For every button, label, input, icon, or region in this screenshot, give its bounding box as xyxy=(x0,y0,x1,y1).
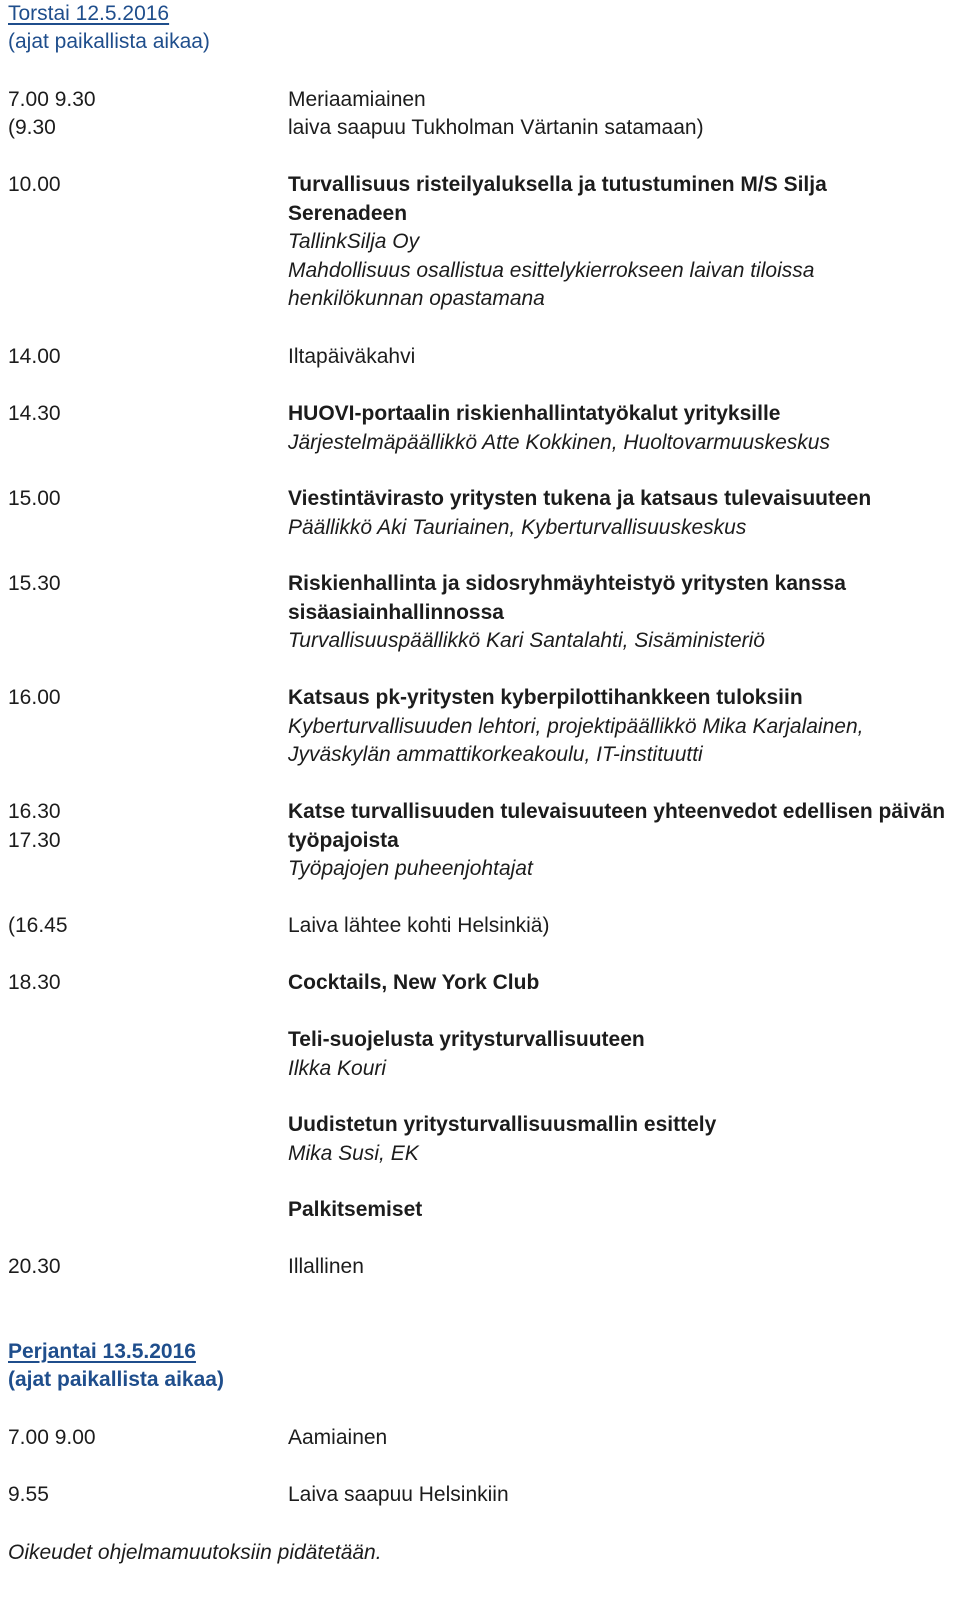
item-title: Turvallisuus risteilyaluksella ja tutustuminen M/S Silja xyxy=(288,173,827,196)
item-details xyxy=(288,343,948,372)
item-speaker: Työpajojen puheenjohtajat xyxy=(288,857,533,881)
item-time: (16.45 xyxy=(8,914,68,937)
item-time: 14.00 xyxy=(8,345,61,368)
item-details xyxy=(288,969,948,998)
item-time: 7.00 9.00 xyxy=(8,1426,96,1449)
item-speaker: Mahdollisuus osallistua esittelykierrokseen laivan tiloissa xyxy=(288,258,815,282)
item-time: 16.00 xyxy=(8,686,61,709)
day1-subtitle: (ajat paikallista aikaa) xyxy=(8,30,210,53)
item-speaker: Kyberturvallisuuden lehtori, projektipäällikkö Mika Karjalainen, xyxy=(288,714,864,738)
item-speaker: Mika Susi, EK xyxy=(288,1141,419,1165)
item-title: Viestintävirasto yritysten tukena ja katsaus tulevaisuuteen xyxy=(288,487,872,510)
item-title: HUOVI-portaalin riskienhallintatyökalut yrityksille xyxy=(288,402,781,425)
item-details xyxy=(288,1253,948,1282)
item-speaker: Turvallisuuspäällikkö Kari Santalahti, Sisäministeriö xyxy=(288,629,765,653)
item-details xyxy=(288,570,948,656)
item-text: Laiva saapuu Helsinkiin xyxy=(288,1483,509,1506)
item-details xyxy=(288,798,948,884)
item-time: 16.30 17.30 xyxy=(8,800,61,852)
item-time: 18.30 xyxy=(8,971,61,994)
item-title: Uudistetun yritysturvallisuusmallin esittely xyxy=(288,1113,717,1136)
item-title: Teli-suojelusta yritysturvallisuuteen xyxy=(288,1028,645,1051)
item-speaker: Järjestelmäpäällikkö Atte Kokkinen, Huoltovarmuuskeskus xyxy=(288,430,830,454)
item-details xyxy=(288,912,948,941)
day2-subtitle: (ajat paikallista aikaa) xyxy=(8,1368,224,1391)
item-time: 9.55 xyxy=(8,1483,49,1506)
item-title: Cocktails, New York Club xyxy=(288,971,540,994)
item-text: Aamiainen xyxy=(288,1426,388,1449)
item-time: (9.30 xyxy=(8,116,56,139)
item-speaker: Ilkka Kouri xyxy=(288,1056,387,1080)
item-speaker: TallinkSilja Oy xyxy=(288,230,420,254)
item-details xyxy=(288,400,948,457)
item-text: Iltapäiväkahvi xyxy=(288,345,416,368)
day1-date: Torstai 12.5.2016 xyxy=(8,2,170,25)
item-time: 15.00 xyxy=(8,487,61,510)
item-title: työpajoista xyxy=(288,828,399,852)
item-title: Katse turvallisuuden tulevaisuuteen yhteenvedot edellisen päivän xyxy=(288,800,946,823)
item-details xyxy=(288,1026,948,1083)
item-speaker: Päällikkö Aki Tauriainen, Kyberturvallisuuskeskus xyxy=(288,515,747,539)
footer-note: Oikeudet ohjelmamuutoksiin pidätetään. xyxy=(8,1541,382,1564)
item-title: Serenadeen xyxy=(288,201,408,225)
item-text: Laiva lähtee kohti Helsinkiä) xyxy=(288,914,550,937)
day2-date: Perjantai 13.5.2016 xyxy=(8,1340,196,1363)
item-details xyxy=(288,171,948,314)
item-details xyxy=(288,485,948,542)
item-details xyxy=(288,114,948,143)
item-time: 14.30 xyxy=(8,402,61,425)
item-details xyxy=(288,1196,948,1225)
day1-header xyxy=(8,0,210,56)
item-details xyxy=(288,1481,948,1510)
item-time: 15.30 xyxy=(8,572,61,595)
day2-header xyxy=(8,1338,224,1394)
item-details xyxy=(288,684,948,770)
item-details xyxy=(288,1111,948,1168)
item-speaker: henkilökunnan opastamana xyxy=(288,287,545,311)
item-time: 7.00 9.30 xyxy=(8,88,96,111)
item-speaker: Jyväskylän ammattikorkeakoulu, IT-instituutti xyxy=(288,743,703,767)
item-details xyxy=(288,86,948,115)
item-details xyxy=(288,1424,948,1453)
item-time: 10.00 xyxy=(8,173,61,196)
item-title: sisäasiainhallinnossa xyxy=(288,600,504,624)
item-title: Riskienhallinta ja sidosryhmäyhteistyö yritysten kanssa xyxy=(288,572,846,595)
item-text: Illallinen xyxy=(288,1255,364,1278)
item-title: Katsaus pk-yritysten kyberpilottihankkeen tuloksiin xyxy=(288,686,803,709)
item-title: Palkitsemiset xyxy=(288,1198,423,1221)
item-text: Meriaamiainen xyxy=(288,88,426,111)
item-time: 20.30 xyxy=(8,1255,61,1278)
item-text: laiva saapuu Tukholman Värtanin satamaan) xyxy=(288,116,704,139)
